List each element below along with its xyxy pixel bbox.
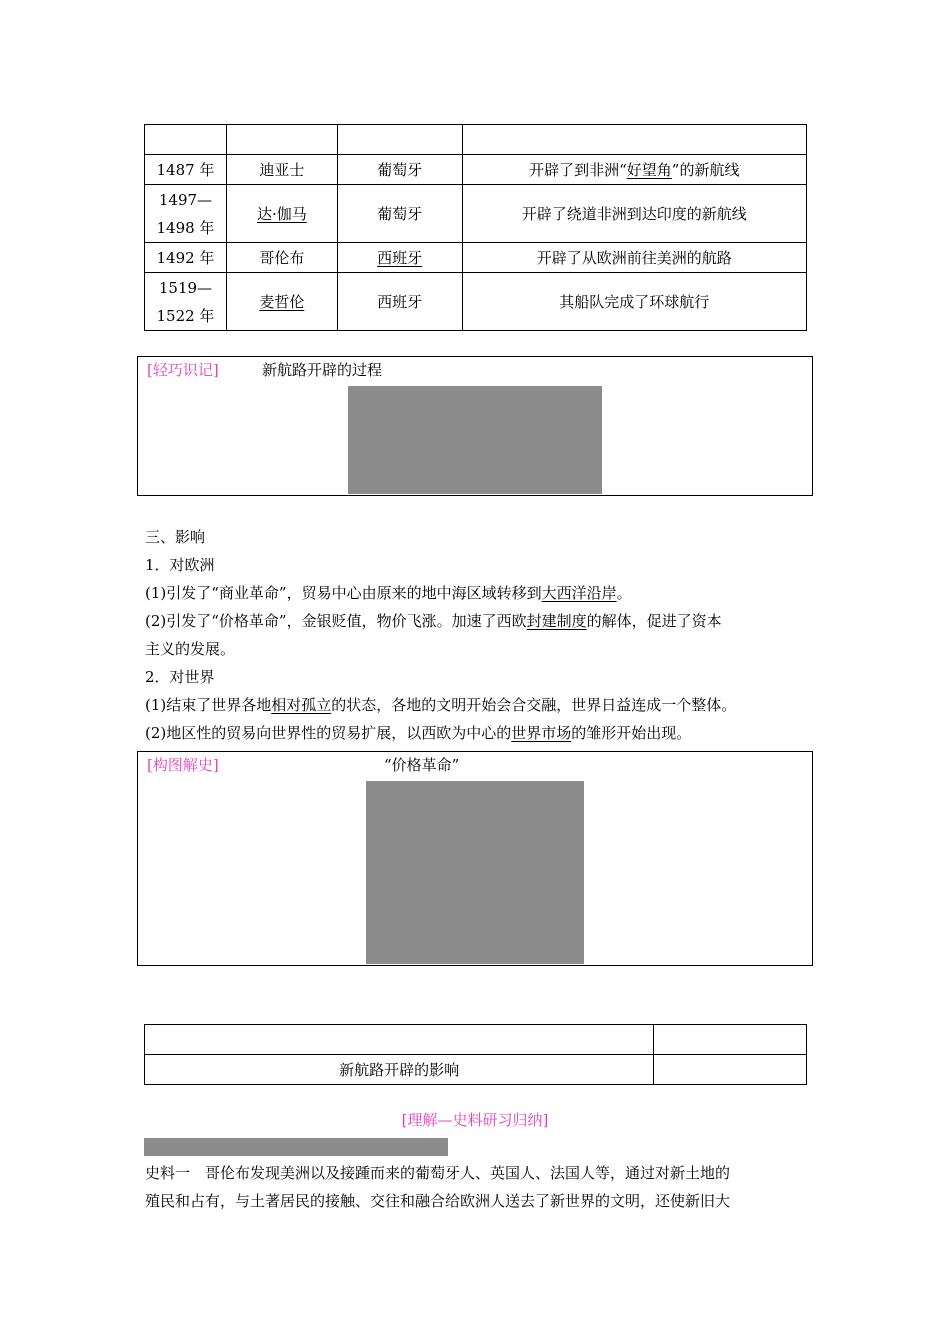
europe-point-2: (2)引发了“价格革命”，金银贬值，物价飞涨。加速了西欧封建制度的解体，促进了资本 (145, 612, 722, 630)
person-cell: 迪亚士 (226, 155, 337, 185)
subheading-europe: 1．对欧洲 (145, 556, 215, 574)
price-revolution-image-placeholder (366, 781, 584, 964)
diagram-title: “价格革命” (384, 756, 460, 774)
europe-point-2-cont: 主义的发展。 (145, 640, 236, 658)
europe-point-1: (1)引发了“商业革命”，贸易中心由原来的地中海区域转移到大西洋沿岸。 (145, 584, 632, 602)
section-heading: 三、影响 (145, 528, 206, 546)
person-cell: 哥伦布 (226, 243, 337, 273)
impact-table (144, 1024, 807, 1085)
time-cell: 1487 年 (145, 155, 227, 185)
table-header-row (145, 125, 807, 155)
diagram-box (137, 751, 813, 966)
country-cell: 葡萄牙 (337, 185, 462, 243)
person-cell: 麦哲伦 (226, 273, 337, 331)
table-row (145, 273, 807, 331)
source-paragraph-line-1: 史料一 哥伦布发现美洲以及接踵而来的葡萄牙人、英国人、法国人等，通过对新土地的 (145, 1164, 731, 1182)
time-cell: 1497— 1498 年 (145, 185, 227, 243)
subheading-world: 2．对世界 (145, 668, 215, 686)
table-row (145, 185, 807, 243)
image-placeholder-bar (144, 1138, 448, 1156)
memory-box (137, 356, 813, 496)
country-cell: 西班牙 (337, 243, 462, 273)
diagram-tag: [构图解史] (147, 756, 219, 774)
memory-tag: [轻巧识记] (147, 361, 219, 379)
source-paragraph-line-2: 殖民和占有，与土著居民的接触、交往和融合给欧洲人送去了新世界的文明，还使新旧大 (145, 1192, 731, 1210)
time-cell: 1492 年 (145, 243, 227, 273)
country-cell: 西班牙 (337, 273, 462, 331)
desc-cell: 开辟了绕道非洲到达印度的新航线 (462, 185, 806, 243)
analysis-heading: [理解—史料研习归纳] (401, 1111, 549, 1129)
diagram-image-placeholder (348, 386, 602, 494)
world-point-2: (2)地区性的贸易向世界性的贸易扩展，以西欧为中心的世界市场的雏形开始出现。 (145, 724, 692, 742)
world-point-1: (1)结束了世界各地相对孤立的状态，各地的文明开始会合交融，世界日益连成一个整体。 (145, 696, 737, 714)
table-header-row (145, 1025, 807, 1055)
table-row (145, 155, 807, 185)
desc-cell: 其船队完成了环球航行 (462, 273, 806, 331)
impact-label: 新航路开辟的影响 (145, 1055, 654, 1085)
voyages-table (144, 124, 807, 331)
country-cell: 葡萄牙 (337, 155, 462, 185)
desc-cell: 开辟了从欧洲前往美洲的航路 (462, 243, 806, 273)
desc-cell: 开辟了到非洲“好望角”的新航线 (462, 155, 806, 185)
person-cell: 达·伽马 (226, 185, 337, 243)
memory-title: 新航路开辟的过程 (262, 361, 383, 379)
table-row (145, 1055, 807, 1085)
table-row (145, 243, 807, 273)
time-cell: 1519— 1522 年 (145, 273, 227, 331)
